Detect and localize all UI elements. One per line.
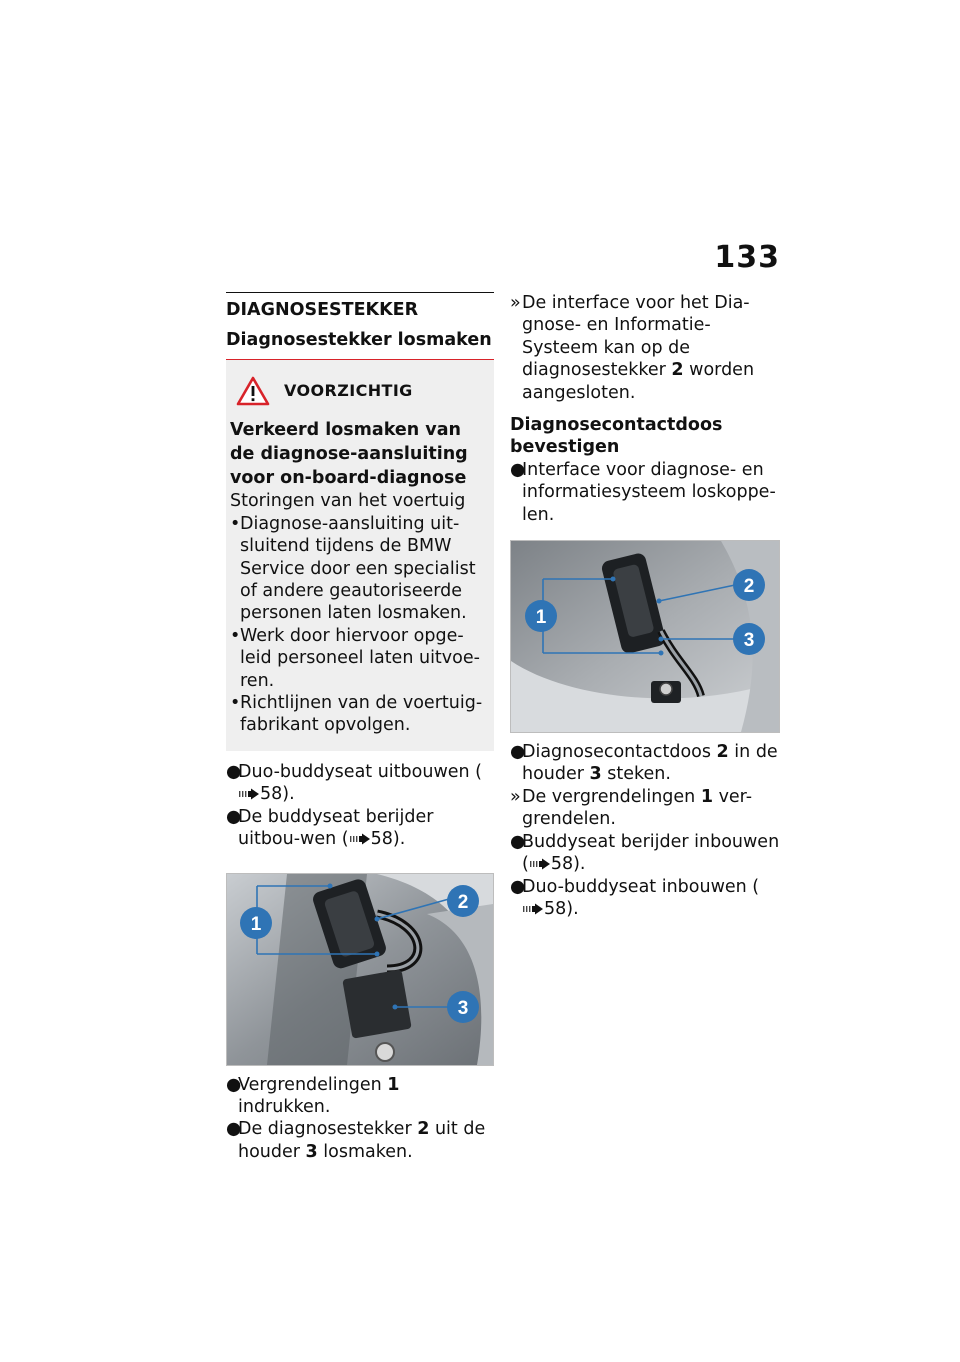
subsection-title: Diagnosestekker losmaken [226,329,494,360]
bullet: ● [510,459,526,480]
callout-number: 3 [305,1141,318,1162]
figure-diagnostic-connector-release [226,873,494,1066]
steps-list-after [226,1074,494,1164]
step-text: Diagnosecontactdoos [522,742,717,763]
warning-label: VOORZICHTIG [284,381,413,401]
page-reference-arrow-icon [529,858,551,870]
warning-consequence: Storingen van het voertuig [230,491,466,512]
callout-number: 2 [671,360,684,381]
step-item [510,786,780,831]
step-text: Buddyseat berijder inbouwen ( [522,831,780,875]
steps-list [510,459,780,526]
step-item [510,876,780,921]
figure-illustration [227,874,493,1065]
result-marker: » [510,293,521,313]
step-text: losmaken. [317,1141,413,1162]
callout-number: 2 [716,742,729,763]
step-item [226,761,494,806]
step-item [226,806,494,851]
step-text: ver-grendelen. [522,786,753,830]
result-list [510,292,780,404]
step-text-tail: ). [282,784,295,805]
step-text-tail: ). [573,854,586,875]
figure-callout-3: 3 [457,997,469,1019]
page-number: 133 [714,240,780,275]
step-text: De vergrendelingen [522,786,701,807]
step-item [510,741,780,786]
page-reference-arrow-icon [522,903,544,915]
step-text: De interface voor het Dia-gnose- en Informatie-Systeem kan op de diagnosestekker [522,293,750,381]
result-item [510,292,780,404]
step-text: indrukken. [238,1096,331,1117]
result-marker: » [510,786,521,807]
warning-item: • Werk door hiervoor opge-leid personeel laten uitvoe-ren. [230,625,488,692]
step-text-tail: ). [566,898,579,919]
bullet: ● [226,761,242,782]
bullet: ● [510,876,526,897]
subsection-heading: Diagnosecontactdoos bevestigen [510,415,723,458]
callout-number: 2 [417,1119,430,1140]
figure-callout-1: 1 [535,607,547,629]
steps-list [226,761,494,851]
step-item [510,459,780,526]
warning-list [230,513,488,737]
step-item [226,1074,494,1119]
section-title: DIAGNOSESTEKKER [226,292,494,323]
step-item [226,1118,494,1163]
step-text: in de houder [522,742,778,785]
page-reference[interactable]: 58 [260,784,283,805]
step-item [510,831,780,876]
callout-number: 3 [589,764,602,785]
page-reference-arrow-icon [349,833,371,845]
figure-callout-3: 3 [743,630,755,652]
bullet: ● [510,831,526,852]
step-text: Vergrendelingen [238,1074,388,1095]
page-reference[interactable]: 58 [550,854,574,875]
step-text: steken. [601,764,671,785]
warning-heading: Verkeerd losmaken van de diagnose-aansluiting voor on-board-diagnose [230,420,468,489]
callout-number: 1 [700,786,713,807]
figure-illustration [511,541,779,732]
warning-header [236,376,488,406]
warning-box [226,360,494,750]
steps-list-after [510,741,780,920]
figure-callout-2: 2 [457,891,469,913]
step-text: De diagnosestekker [238,1119,418,1140]
step-text: uit de houder [238,1119,486,1162]
bullet: ● [226,1119,242,1140]
right-column [510,292,780,920]
step-text-tail: ). [392,829,406,850]
warning-item: • Richtlijnen van de voertuig-fabrikant opvolgen. [230,692,488,737]
step-text: De buddyseat berijder uitbou-wen ( [238,806,434,850]
warning-item: • Diagnose-aansluiting uit-sluitend tijdens de BMW Service door een specialist of andere geautoriseerde personen laten losmaken. [230,513,488,625]
step-text: worden aangesloten. [522,360,755,403]
bullet: ● [226,1074,242,1095]
bullet: ● [226,806,242,827]
callout-number: 1 [387,1074,400,1095]
left-column [226,292,494,1163]
warning-triangle-icon [236,376,270,406]
figure-callout-2: 2 [743,576,755,598]
bullet: ● [510,742,526,763]
step-text: Interface voor diagnose- en informatiesysteem loskoppe-len. [522,459,776,525]
page-reference[interactable]: 58 [370,829,393,850]
figure-callout-1: 1 [250,913,262,935]
step-text: Duo-buddyseat inbouwen ( [522,876,760,897]
step-text: Duo-buddyseat uitbouwen ( [238,761,483,782]
page-reference-arrow-icon [238,788,260,800]
page-reference[interactable]: 58 [544,898,567,919]
figure-diagnostic-socket-mount [510,540,780,733]
